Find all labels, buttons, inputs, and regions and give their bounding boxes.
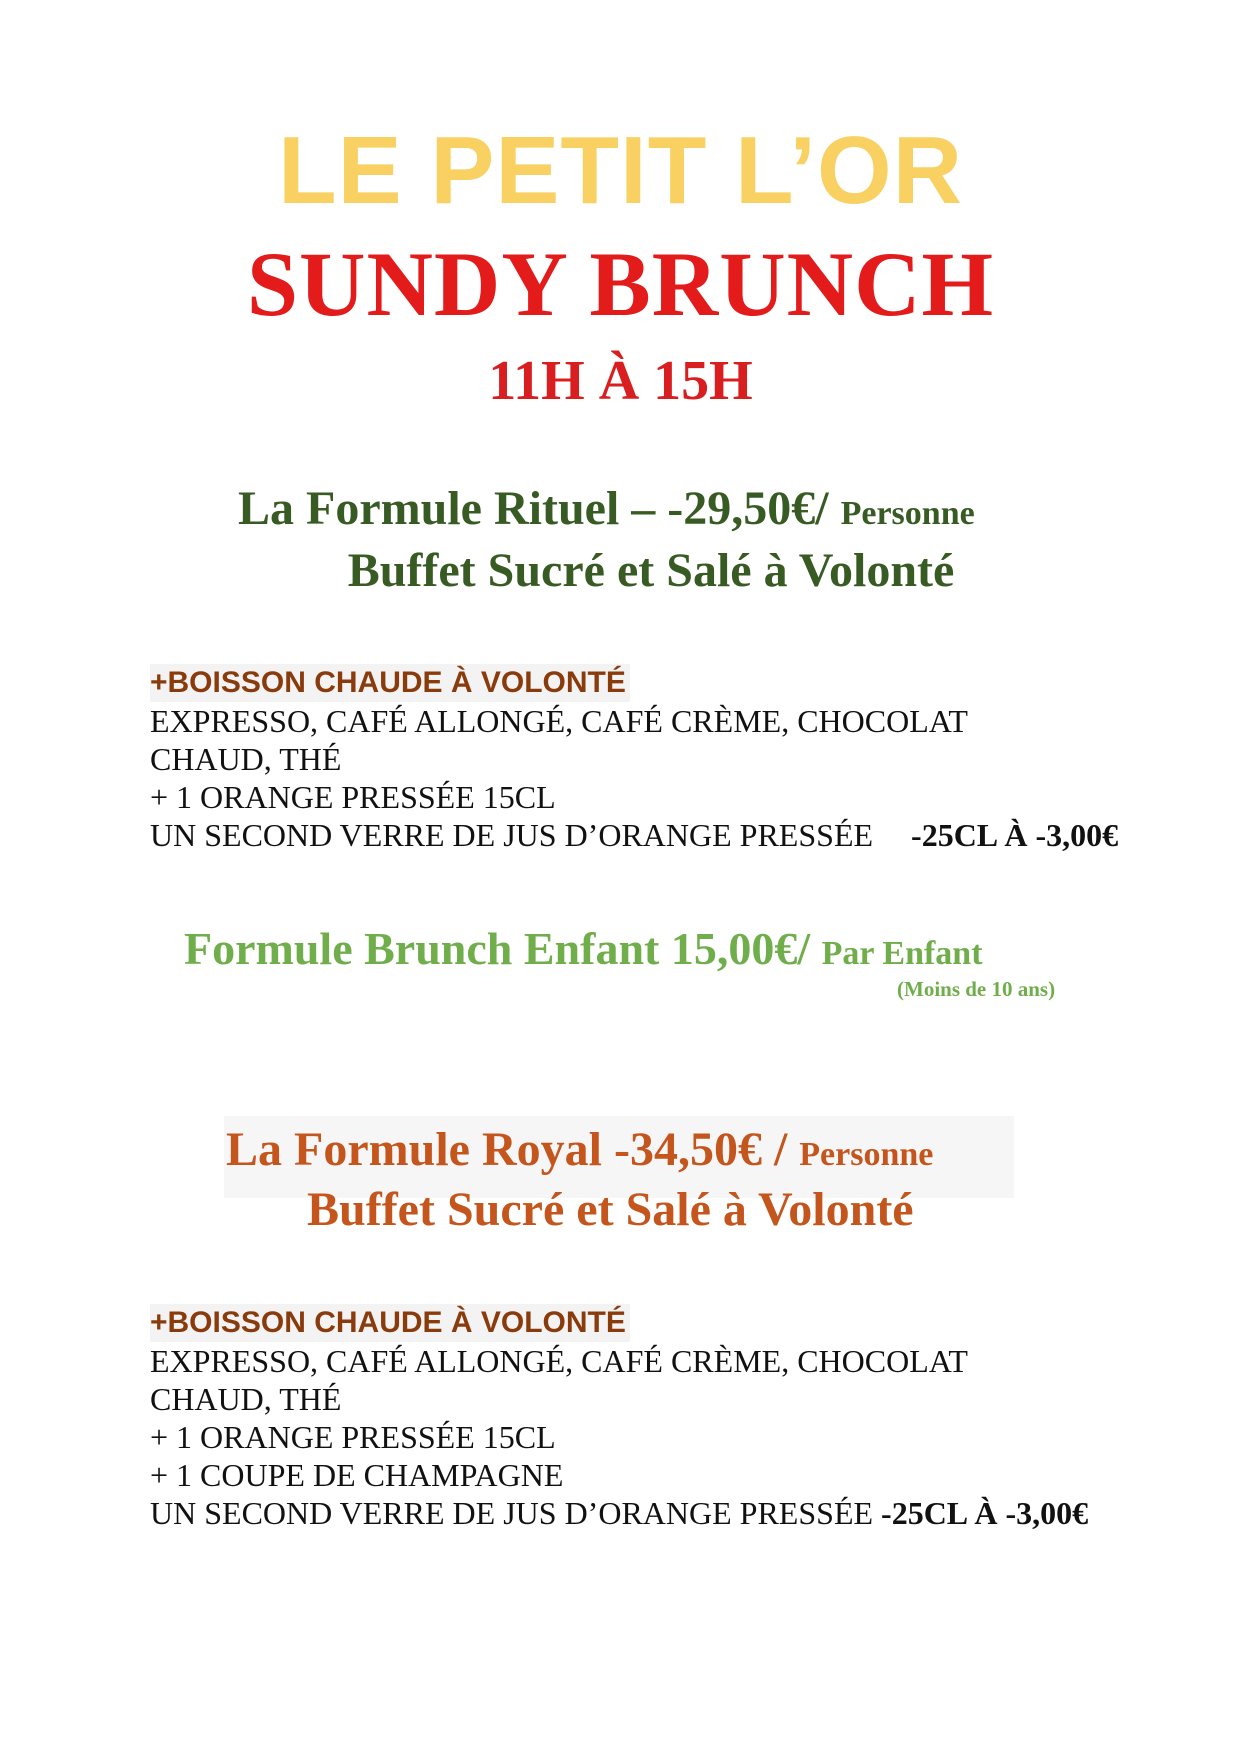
rituel-unit: Personne [840, 495, 975, 532]
royal-drinks-title: +BOISSON CHAUDE À VOLONTÉ [150, 1304, 630, 1342]
royal-line: CHAUD, THÉ [150, 1381, 342, 1417]
royal-line: + 1 COUPE DE CHAMPAGNE [150, 1457, 564, 1493]
enfant-heading [184, 920, 983, 983]
rituel-heading [238, 479, 975, 544]
royal-line: + 1 ORANGE PRESSÉE 15CL [150, 1419, 556, 1455]
rituel-extra-price: -25CL À -3,00€ [911, 817, 1119, 853]
royal-subheading: Buffet Sucré et Salé à Volonté [307, 1183, 914, 1236]
enfant-heading-text: Formule Brunch Enfant 15,00€/ [184, 923, 811, 974]
rituel-extra-text: UN SECOND VERRE DE JUS D’ORANGE PRESSÉE [150, 817, 874, 853]
rituel-heading-text: La Formule Rituel – -29,50€/ [238, 482, 829, 535]
enfant-note: (Moins de 10 ans) [897, 977, 1056, 1001]
royal-extra [150, 1494, 1088, 1532]
rituel-line: + 1 ORANGE PRESSÉE 15CL [150, 779, 556, 815]
rituel-drinks [150, 662, 1118, 854]
rituel-line: EXPRESSO, CAFÉ ALLONGÉ, CAFÉ CRÈME, CHOCOLAT [150, 703, 968, 739]
royal-drinks [150, 1302, 1088, 1532]
royal-unit: Personne [799, 1136, 934, 1173]
royal-line: EXPRESSO, CAFÉ ALLONGÉ, CAFÉ CRÈME, CHOCOLAT [150, 1343, 968, 1379]
rituel-drinks-title: +BOISSON CHAUDE À VOLONTÉ [150, 664, 630, 702]
enfant-unit: Par Enfant [821, 935, 983, 972]
page-title: SUNDY BRUNCH [246, 233, 995, 335]
royal-extra-text: UN SECOND VERRE DE JUS D’ORANGE PRESSÉE [150, 1495, 874, 1531]
rituel-subheading: Buffet Sucré et Salé à Volonté [347, 544, 955, 597]
royal-extra-price: -25CL À -3,00€ [881, 1495, 1089, 1531]
rituel-extra [150, 816, 1118, 854]
brand-name: LE PETIT L’OR [277, 117, 964, 224]
royal-heading-text: La Formule Royal -34,50€ / [226, 1123, 788, 1176]
royal-heading [226, 1120, 933, 1185]
rituel-line: CHAUD, THÉ [150, 741, 342, 777]
opening-hours: 11H À 15H [488, 350, 753, 412]
